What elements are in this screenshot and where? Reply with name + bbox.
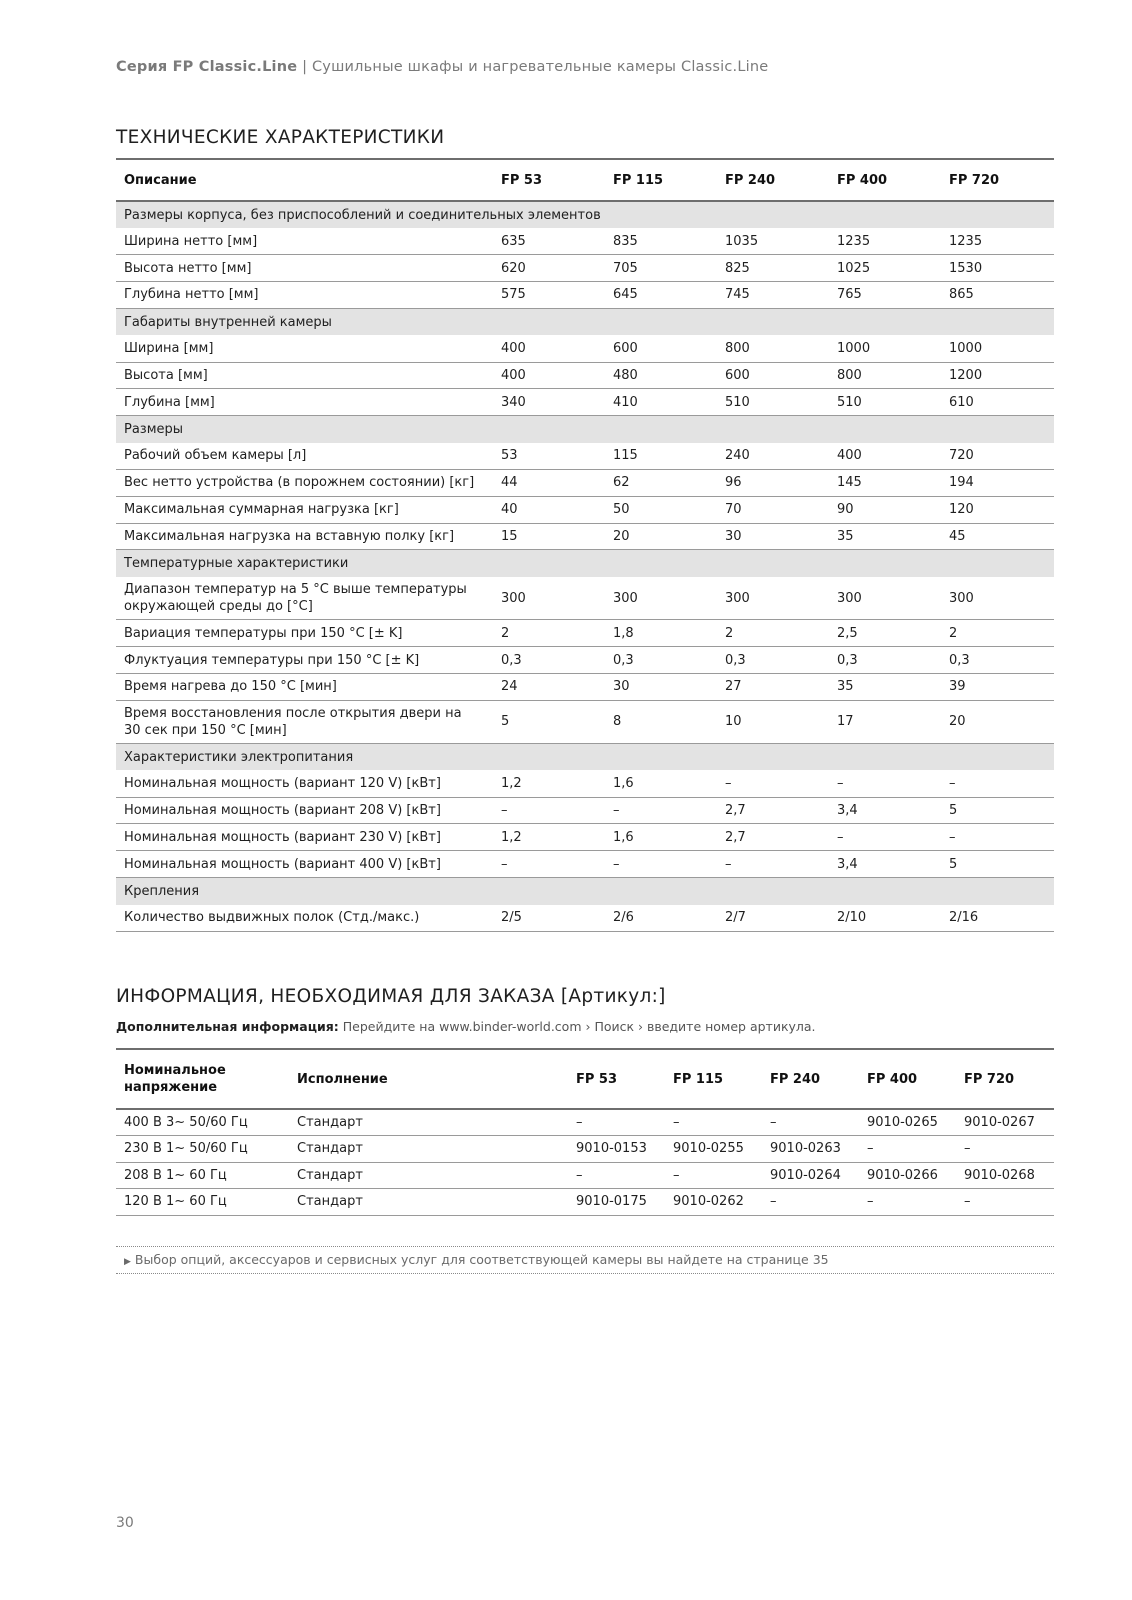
spec-row	[116, 824, 1054, 851]
spec-col-fp400: FP 400	[837, 172, 888, 188]
spec-col-fp720: FP 720	[949, 172, 1000, 188]
spec-cell: 400	[837, 448, 862, 464]
order-col-fp115: FP 115	[673, 1071, 724, 1087]
spec-row	[116, 577, 1054, 620]
order-article-cell: 9010-0262	[673, 1194, 744, 1210]
spec-cell: 96	[725, 475, 742, 491]
spec-cell: 2/5	[501, 910, 522, 926]
order-article-cell: –	[867, 1141, 874, 1157]
spec-cell: 240	[725, 448, 750, 464]
spec-cell: 2,7	[725, 829, 746, 845]
spec-row-label: Ширина нетто [мм]	[124, 233, 258, 249]
spec-row-label: Диапазон температур на 5 °C выше температуры окружающей среды до [°C]	[124, 582, 467, 615]
spec-cell: 0,3	[725, 652, 746, 668]
order-version: Стандарт	[297, 1167, 363, 1183]
spec-cell: –	[725, 856, 732, 872]
spec-row-label: Флуктуация температуры при 150 °C [± K]	[124, 652, 420, 668]
spec-cell: –	[949, 829, 956, 845]
order-article-cell: 9010-0153	[576, 1141, 647, 1157]
spec-cell: 300	[949, 590, 974, 606]
spec-row-label: Количество выдвижных полок (Стд./макс.)	[124, 910, 420, 926]
spec-cell: 1,8	[613, 625, 634, 641]
spec-cell: 20	[613, 529, 630, 545]
running-header	[116, 59, 768, 75]
order-header-row	[116, 1049, 1054, 1109]
spec-row	[116, 255, 1054, 282]
spec-cell: 5	[501, 714, 510, 730]
spec-cell: 30	[613, 679, 630, 695]
spec-cell: 610	[949, 394, 974, 410]
spec-cell: 1025	[837, 260, 871, 276]
spec-cell: 835	[613, 233, 638, 249]
order-article-cell: –	[964, 1141, 971, 1157]
spec-cell: 400	[501, 341, 526, 357]
spec-cell: 1000	[837, 341, 871, 357]
order-voltage: 120 В 1~ 60 Гц	[124, 1194, 227, 1210]
spec-row-label: Максимальная нагрузка на вставную полку [кг]	[124, 529, 455, 545]
spec-cell: 1,6	[613, 829, 634, 845]
spec-cell: 194	[949, 475, 974, 491]
spec-col-description: Описание	[124, 172, 197, 188]
spec-row	[116, 674, 1054, 701]
spec-cell: 45	[949, 529, 966, 545]
order-col-fp53: FP 53	[576, 1071, 618, 1087]
order-voltage: 400 В 3~ 50/60 Гц	[124, 1115, 248, 1130]
spec-row-label: Ширина [мм]	[124, 341, 214, 357]
spec-row	[116, 470, 1054, 497]
order-voltage: 230 В 1~ 50/60 Гц	[124, 1141, 248, 1157]
spec-cell: 600	[613, 341, 638, 357]
spec-cell: 720	[949, 448, 974, 464]
spec-cell: 575	[501, 287, 526, 303]
order-article-cell: 9010-0266	[867, 1167, 938, 1183]
spec-cell: 27	[725, 679, 742, 695]
spec-cell: 620	[501, 260, 526, 276]
order-article-cell: –	[964, 1194, 971, 1210]
header-subtitle: Сушильные шкафы и нагревательные камеры Classic.Line	[311, 59, 769, 75]
spec-cell: 0,3	[501, 652, 522, 668]
spec-row-label: Номинальная мощность (вариант 120 V) [кВт]	[124, 776, 441, 791]
spec-table	[116, 158, 1054, 932]
order-title: ИНФОРМАЦИЯ, НЕОБХОДИМАЯ ДЛЯ ЗАКАЗА [Артикул:]	[116, 986, 666, 1007]
spec-cell: 2/16	[949, 910, 979, 926]
order-article-cell: –	[673, 1115, 680, 1130]
spec-row-label: Высота [мм]	[124, 368, 208, 384]
spec-row	[116, 647, 1054, 674]
order-row	[116, 1109, 1054, 1136]
spec-body	[116, 201, 1054, 931]
spec-row	[116, 443, 1054, 470]
spec-cell: 3,4	[837, 803, 858, 819]
spec-cell: 825	[725, 260, 750, 276]
spec-cell: 2/6	[613, 910, 634, 926]
spec-cell: 70	[725, 502, 742, 518]
order-article-cell: 9010-0268	[964, 1167, 1035, 1183]
spec-group-title: Размеры	[116, 416, 1054, 443]
spec-cell: 300	[725, 590, 750, 606]
spec-cell: 53	[501, 448, 518, 464]
spec-cell: 510	[837, 394, 862, 410]
spec-row-label: Номинальная мощность (вариант 400 V) [кВт]	[124, 856, 441, 872]
spec-cell: 300	[613, 590, 638, 606]
spec-group-title: Размеры корпуса, без приспособлений и соединительных элементов	[116, 201, 1054, 228]
spec-group-title: Крепления	[116, 878, 1054, 905]
spec-cell: 480	[613, 368, 638, 384]
spec-cell: –	[501, 856, 508, 872]
order-version: Стандарт	[297, 1115, 363, 1130]
spec-cell: 765	[837, 287, 862, 303]
spec-cell: –	[725, 776, 732, 791]
spec-row	[116, 496, 1054, 523]
spec-cell: –	[837, 776, 844, 791]
spec-cell: –	[949, 776, 956, 791]
spec-cell: 800	[725, 341, 750, 357]
spec-cell: –	[837, 829, 844, 845]
spec-cell: 120	[949, 502, 974, 518]
spec-row-label: Рабочий объем камеры [л]	[124, 448, 307, 464]
spec-cell: 0,3	[949, 652, 970, 668]
order-body	[116, 1109, 1054, 1215]
spec-cell: 635	[501, 233, 526, 249]
spec-row	[116, 282, 1054, 309]
spec-group-row	[116, 201, 1054, 228]
spec-cell: 1,2	[501, 776, 522, 791]
order-col-fp400: FP 400	[867, 1071, 918, 1087]
spec-row	[116, 620, 1054, 647]
order-info-text: Перейдите на www.binder-world.com › Поиск › введите номер артикула.	[342, 1019, 816, 1034]
spec-group-row	[116, 308, 1054, 335]
spec-cell: 410	[613, 394, 638, 410]
order-voltage: 208 В 1~ 60 Гц	[124, 1167, 227, 1183]
triangle-right-icon: ▶	[124, 1257, 131, 1267]
order-version: Стандарт	[297, 1141, 363, 1157]
spec-cell: 510	[725, 394, 750, 410]
spec-cell: 24	[501, 679, 518, 695]
spec-cell: 645	[613, 287, 638, 303]
options-note	[116, 1246, 1054, 1274]
spec-cell: 2	[949, 625, 958, 641]
spec-cell: 1235	[949, 233, 983, 249]
spec-cell: 44	[501, 475, 518, 491]
spec-row-label: Глубина нетто [мм]	[124, 287, 259, 303]
spec-cell: 705	[613, 260, 638, 276]
spec-group-title: Характеристики электропитания	[116, 743, 1054, 770]
spec-group-row	[116, 743, 1054, 770]
series-name: Серия FP Classic.Line	[116, 59, 298, 75]
spec-cell: 2/10	[837, 910, 867, 926]
spec-row-label: Высота нетто [мм]	[124, 260, 252, 276]
spec-cell: 1,2	[501, 829, 522, 845]
spec-cell: 40	[501, 502, 518, 518]
spec-cell: 745	[725, 287, 750, 303]
spec-cell: 35	[837, 679, 854, 695]
order-row	[116, 1162, 1054, 1189]
order-col-voltage: Номинальное напряжение	[124, 1063, 226, 1095]
spec-cell: 10	[725, 714, 742, 730]
spec-cell: 2,5	[837, 625, 858, 641]
spec-cell: 5	[949, 856, 958, 872]
order-row	[116, 1136, 1054, 1163]
spec-cell: 865	[949, 287, 974, 303]
order-article-cell: 9010-0264	[770, 1167, 841, 1183]
spec-col-fp53: FP 53	[501, 172, 543, 188]
order-col-version: Исполнение	[297, 1071, 388, 1087]
spec-cell: –	[613, 856, 620, 872]
spec-cell: –	[613, 803, 620, 819]
order-article-cell: 9010-0263	[770, 1141, 841, 1157]
spec-cell: 1235	[837, 233, 871, 249]
options-note-text: Выбор опций, аксессуаров и сервисных услуг для соответствующей камеры вы найдете на странице 35	[134, 1252, 829, 1267]
order-article-cell: –	[770, 1115, 777, 1130]
spec-cell: 17	[837, 714, 854, 730]
spec-cell: 300	[837, 590, 862, 606]
order-version: Стандарт	[297, 1194, 363, 1210]
spec-cell: 1200	[949, 368, 983, 384]
order-article-cell: 9010-0255	[673, 1141, 744, 1157]
spec-cell: 400	[501, 368, 526, 384]
spec-row	[116, 523, 1054, 550]
spec-row-label: Номинальная мощность (вариант 208 V) [кВт]	[124, 803, 441, 819]
spec-row	[116, 770, 1054, 797]
spec-col-fp240: FP 240	[725, 172, 776, 188]
spec-cell: 0,3	[837, 652, 858, 668]
spec-row	[116, 851, 1054, 878]
spec-row-label: Максимальная суммарная нагрузка [кг]	[124, 502, 399, 518]
spec-cell: 1530	[949, 260, 983, 276]
spec-header-row	[116, 159, 1054, 201]
spec-cell: 2/7	[725, 910, 746, 926]
spec-cell: 145	[837, 475, 862, 491]
spec-cell: 15	[501, 529, 518, 545]
spec-row	[116, 362, 1054, 389]
spec-cell: 300	[501, 590, 526, 606]
spec-group-title: Габариты внутренней камеры	[116, 308, 1054, 335]
spec-group-row	[116, 878, 1054, 905]
spec-group-row	[116, 550, 1054, 577]
spec-cell: 90	[837, 502, 854, 518]
spec-cell: 800	[837, 368, 862, 384]
spec-row-label: Глубина [мм]	[124, 394, 215, 410]
spec-cell: 1035	[725, 233, 759, 249]
spec-cell: 340	[501, 394, 526, 410]
order-info-label: Дополнительная информация:	[116, 1019, 339, 1034]
spec-cell: 5	[949, 803, 958, 819]
spec-cell: 600	[725, 368, 750, 384]
spec-cell: 62	[613, 475, 630, 491]
spec-title: ТЕХНИЧЕСКИЕ ХАРАКТЕРИСТИКИ	[116, 127, 445, 148]
spec-group-title: Температурные характеристики	[116, 550, 1054, 577]
order-col-fp240: FP 240	[770, 1071, 821, 1087]
order-table	[116, 1048, 1054, 1216]
order-col-fp720: FP 720	[964, 1071, 1015, 1087]
spec-cell: 30	[725, 529, 742, 545]
spec-row-label: Время нагрева до 150 °C [мин]	[124, 679, 337, 695]
spec-row	[116, 335, 1054, 362]
spec-col-fp115: FP 115	[613, 172, 664, 188]
spec-row	[116, 228, 1054, 255]
spec-row-label: Номинальная мощность (вариант 230 V) [кВт]	[124, 829, 441, 845]
spec-cell: 50	[613, 502, 630, 518]
spec-cell: 3,4	[837, 856, 858, 872]
order-article-cell: –	[576, 1167, 583, 1183]
spec-cell: 8	[613, 714, 622, 730]
spec-row	[116, 389, 1054, 416]
spec-cell: –	[501, 803, 508, 819]
spec-row-label: Вариация температуры при 150 °C [± K]	[124, 625, 403, 641]
spec-cell: 20	[949, 714, 966, 730]
spec-row-label: Время восстановления после открытия двери на 30 сек при 150 °C [мин]	[124, 705, 462, 738]
spec-cell: 35	[837, 529, 854, 545]
page-number: 30	[116, 1515, 134, 1531]
spec-row	[116, 797, 1054, 824]
spec-cell: 0,3	[613, 652, 634, 668]
order-article-cell: –	[867, 1194, 874, 1210]
spec-cell: 1000	[949, 341, 983, 357]
spec-cell: 2	[501, 625, 510, 641]
order-info	[116, 1019, 816, 1034]
spec-row-label: Вес нетто устройства (в порожнем состоянии) [кг]	[124, 475, 475, 491]
order-article-cell: –	[770, 1194, 777, 1210]
spec-cell: 2	[725, 625, 734, 641]
order-article-cell: 9010-0267	[964, 1115, 1035, 1130]
order-article-cell: 9010-0175	[576, 1194, 647, 1210]
spec-cell: 2,7	[725, 803, 746, 819]
order-row	[116, 1189, 1054, 1216]
spec-cell: 39	[949, 679, 966, 695]
header-separator: |	[302, 59, 308, 75]
spec-cell: 115	[613, 448, 638, 464]
spec-cell: 1,6	[613, 776, 634, 791]
order-article-cell: –	[673, 1167, 680, 1183]
order-article-cell: 9010-0265	[867, 1115, 938, 1130]
spec-group-row	[116, 416, 1054, 443]
spec-row	[116, 905, 1054, 932]
spec-row	[116, 700, 1054, 743]
order-article-cell: –	[576, 1115, 583, 1130]
